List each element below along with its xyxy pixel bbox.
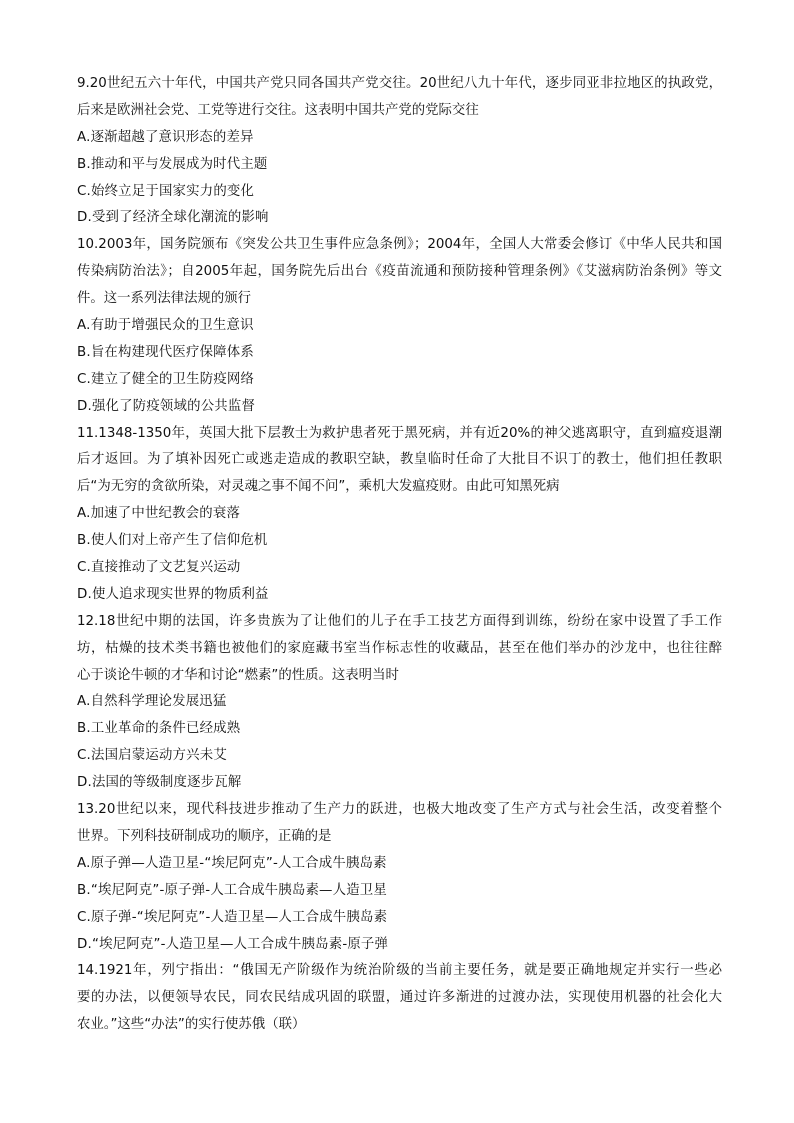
question-11-option-b: B.使人们对上帝产生了信仰危机 <box>77 533 268 549</box>
question-9-stem-line-1: 9.20世纪五六十年代，中国共产党只同各国共产党交往。20世纪八九十年代，逐步同亚非拉地区的执政党， <box>77 76 722 91</box>
question-9 <box>77 71 722 232</box>
question-13-option-b: B.“埃尼阿克”-原子弹-人工合成牛胰岛素—人造卫星 <box>77 882 387 898</box>
question-11-option-a: A.加速了中世纪教会的衰落 <box>77 506 241 522</box>
question-10-stem-line-2: 传染病防治法》；自2005年起，国务院先后出台《疫苗流通和预防接种管理条例》《艾滋病防治条例》等文 <box>77 264 722 280</box>
question-13-option-d: D.“埃尼阿克”-人造卫星—人工合成牛胰岛素-原子弹 <box>77 936 389 952</box>
question-13-option-a: A.原子弹—人造卫星-“埃尼阿克”-人工合成牛胰岛素 <box>77 855 387 871</box>
question-12-option-d: D.法国的等级制度逐步瓦解 <box>77 775 242 791</box>
question-10 <box>77 232 722 420</box>
question-12-option-a: A.自然科学理论发展迅猛 <box>77 694 227 710</box>
question-12-stem-line-2: 坊，枯燥的技术类书籍也被他们的家庭藏书室当作标志性的收藏品，甚至在他们举办的沙龙中，也往往醉 <box>77 640 722 656</box>
question-11-stem-line-1: 11.1348-1350年，英国大批下层教士为救护患者死于黑死病，并有近20%的神父逃离职守，直到瘟疫退潮 <box>77 425 722 441</box>
question-12 <box>77 609 722 797</box>
question-13-option-c: C.原子弹-“埃尼阿克”-人造卫星—人工合成牛胰岛素 <box>77 909 388 925</box>
question-14-stem-line-2: 要的办法，以便领导农民，同农民结成巩固的联盟，通过许多渐进的过渡办法，实现使用机器的社会化大 <box>77 990 722 1006</box>
question-11-stem-line-2: 后才返回。为了填补因死亡或逃走造成的教职空缺，教皇临时任命了大批目不识丁的教士，他们担任教职 <box>77 452 722 468</box>
question-13-stem-line-2: 世界。下列科技研制成功的顺序，正确的是 <box>77 828 332 844</box>
question-10-option-d: D.强化了防疫领域的公共监督 <box>77 398 256 414</box>
question-9-option-d: D.受到了经济全球化潮流的影响 <box>77 210 269 226</box>
question-14-stem-line-1: 14.1921年，列宁指出：“俄国无产阶级作为统治阶级的当前主要任务，就是要正确地规定并实行一些必 <box>77 963 722 979</box>
question-13 <box>77 797 722 958</box>
question-12-stem-line-1: 12.18世纪中期的法国，许多贵族为了让他们的儿子在手工技艺方面得到训练，纷纷在家中设置了手工作 <box>77 613 722 629</box>
question-10-stem-line-1: 10.2003年，国务院颁布《突发公共卫生事件应急条例》；2004年，全国人大常委会修订《中华人民共和国 <box>77 237 722 253</box>
question-10-option-a: A.有助于增强民众的卫生意识 <box>77 318 254 334</box>
question-10-option-c: C.建立了健全的卫生防疫网络 <box>77 371 255 387</box>
question-10-stem-line-3: 件。这一系列法律法规的颁行 <box>77 291 252 307</box>
question-13-stem-line-1: 13.20世纪以来，现代科技进步推动了生产力的跃进，也极大地改变了生产方式与社会生活，改变着整个 <box>77 802 722 818</box>
question-9-stem-line-2: 后来是欧洲社会党、工党等进行交往。这表明中国共产党的党际交往 <box>77 102 479 118</box>
question-12-stem-line-3: 心于谈论牛顿的才华和讨论“燃素”的性质。这表明当时 <box>77 667 399 683</box>
question-11-option-d: D.使人追求现实世界的物质利益 <box>77 586 269 602</box>
question-10-option-b: B.旨在构建现代医疗保障体系 <box>77 344 254 360</box>
question-9-option-c: C.始终立足于国家实力的变化 <box>77 183 255 199</box>
question-9-option-b: B.推动和平与发展成为时代主题 <box>77 156 268 172</box>
question-11-option-c: C.直接推动了文艺复兴运动 <box>77 560 241 576</box>
question-12-option-b: B.工业革命的条件已经成熟 <box>77 721 241 737</box>
exam-page <box>77 71 722 1039</box>
question-11 <box>77 421 722 609</box>
question-12-option-c: C.法国启蒙运动方兴未艾 <box>77 748 227 764</box>
question-9-option-a: A.逐渐超越了意识形态的差异 <box>77 129 254 145</box>
question-14 <box>77 958 722 1039</box>
question-14-stem-line-3: 农业。”这些“办法”的实行使苏俄（联） <box>77 1017 306 1033</box>
question-11-stem-line-3: 后“为无穷的贪欲所染，对灵魂之事不闻不问”，乘机大发瘟疫财。由此可知黑死病 <box>77 479 560 495</box>
